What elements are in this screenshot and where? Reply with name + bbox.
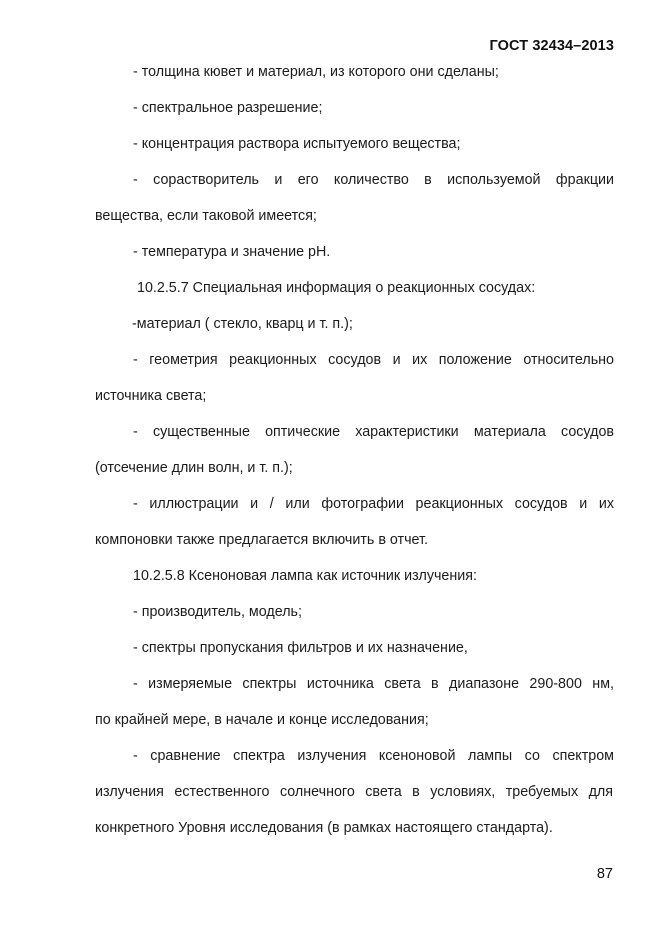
list-item-measured-spectra-cont: по крайней мере, в начале и конце исследования; xyxy=(95,712,429,728)
list-item-spectral-resolution: - спектральное разрешение; xyxy=(133,100,323,116)
section-heading-10-2-5-7: 10.2.5.7 Специальная информация о реакционных сосудах: xyxy=(137,280,536,296)
list-item-manufacturer: - производитель, модель; xyxy=(133,604,302,620)
list-item-material: -материал ( стекло, кварц и т. п.); xyxy=(132,316,353,332)
document-header: ГОСТ 32434–2013 xyxy=(489,38,614,54)
list-item-illustrations-cont: компоновки также предлагается включить в отчет. xyxy=(95,532,428,548)
list-item-optical: - существенные оптические характеристики материала сосудов xyxy=(133,424,614,440)
list-item-geometry-cont: источника света; xyxy=(95,388,207,404)
list-item-measured-spectra: - измеряемые спектры источника света в диапазоне 290-800 нм, xyxy=(133,676,614,692)
list-item-cosolvent-cont: вещества, если таковой имеется; xyxy=(95,208,317,224)
list-item-cosolvent: - сорастворитель и его количество в используемой фракции xyxy=(133,172,614,188)
list-item-comparison-end: конкретного Уровня исследования (в рамках настоящего стандарта). xyxy=(95,820,553,836)
list-item-concentration: - концентрация раствора испытуемого вещества; xyxy=(133,136,461,152)
list-item-illustrations: - иллюстрации и / или фотографии реакционных сосудов и их xyxy=(133,496,614,512)
list-item-comparison: - сравнение спектра излучения ксеноновой лампы со спектром xyxy=(133,748,614,764)
section-heading-10-2-5-8: 10.2.5.8 Ксеноновая лампа как источник излучения: xyxy=(133,568,477,584)
list-item-geometry: - геометрия реакционных сосудов и их положение относительно xyxy=(133,352,614,368)
list-item-optical-cont: (отсечение длин волн, и т. п.); xyxy=(95,460,293,476)
page-number: 87 xyxy=(596,866,613,882)
list-item-temperature: - температура и значение рН. xyxy=(133,244,331,260)
list-item-cuvette-thickness: - толщина кювет и материал, из которого они сделаны; xyxy=(133,64,499,80)
list-item-comparison-cont: излучения естественного солнечного света в условиях, требуемых для xyxy=(95,784,613,800)
list-item-filter-spectra: - спектры пропускания фильтров и их назначение, xyxy=(133,640,468,656)
